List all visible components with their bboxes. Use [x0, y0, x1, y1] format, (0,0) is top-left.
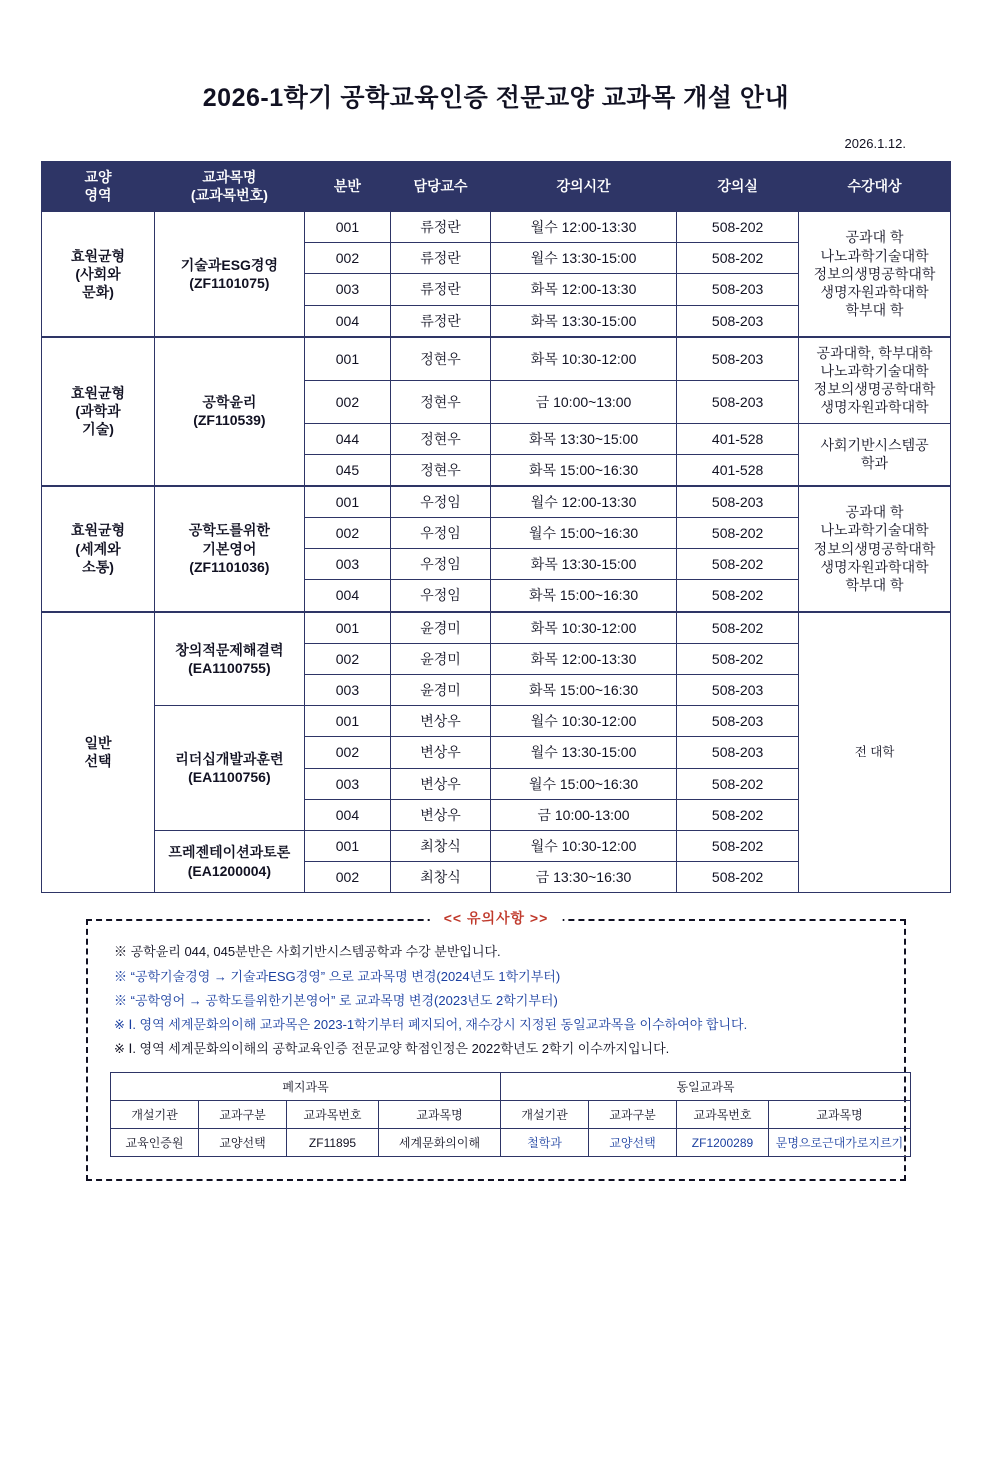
cell-professor: 정현우	[391, 454, 491, 486]
cell-area: 효원균형 (세계와 소통)	[42, 486, 155, 612]
page-title: 2026-1학기 공학교육인증 전문교양 교과목 개설 안내	[202, 84, 790, 112]
header-subject: 교과목명 (교과목번호)	[155, 162, 305, 212]
cell-room: 508-202	[677, 612, 799, 644]
sub-table-cell: 교양선택	[199, 1129, 287, 1157]
cell-room: 508-202	[677, 830, 799, 861]
document-date: 2026.1.12.	[844, 136, 906, 151]
sub-table-header-row	[111, 1101, 911, 1129]
course-table	[41, 161, 951, 893]
sub-table-column-header: 교과목번호	[287, 1101, 379, 1129]
cell-target: 사회기반시스템공 학과	[799, 423, 951, 486]
cell-time: 월수 15:00~16:30	[490, 518, 676, 549]
notice-line: ※ “공학영어 → 공학도를위한기본영어” 로 교과목명 변경(2023년도 2학기부터)	[114, 992, 558, 1008]
sub-table-column-header: 개설기관	[111, 1101, 199, 1129]
cell-room: 508-202	[677, 549, 799, 580]
cell-target: 공과대 학 나노과학기술대학 정보의생명공학대학 생명자원과학대학 학부대 학	[799, 212, 951, 337]
cell-room: 508-202	[677, 518, 799, 549]
header-room: 강의실	[677, 162, 799, 212]
notice-line: ※ 공학윤리 044, 045분반은 사회기반시스템공학과 수강 분반입니다.	[114, 944, 501, 960]
cell-professor: 류정란	[391, 274, 491, 305]
sub-table-cell: 교육인증원	[111, 1129, 199, 1157]
sub-table-cell: 문명으로근대가로지르기	[769, 1129, 911, 1157]
table-row	[42, 612, 951, 644]
cell-target: 전 대학	[799, 612, 951, 893]
cell-time: 화목 13:30-15:00	[490, 549, 676, 580]
cell-professor: 우정임	[391, 486, 491, 518]
cell-time: 화목 10:30-12:00	[490, 612, 676, 644]
cell-class: 003	[304, 274, 390, 305]
cell-professor: 정현우	[391, 380, 491, 423]
cell-class: 002	[304, 862, 390, 893]
cell-professor: 윤경미	[391, 675, 491, 706]
cell-target: 공과대학, 학부대학 나노과학기술대학 정보의생명공학대학 생명자원과학대학	[799, 337, 951, 423]
table-row	[42, 486, 951, 518]
cell-subject: 프레젠테이션과토론 (EA1200004)	[155, 830, 305, 892]
sub-table-column-header: 교과목명	[379, 1101, 501, 1129]
cell-time: 월수 15:00~16:30	[490, 768, 676, 799]
cell-time: 월수 13:30-15:00	[490, 737, 676, 768]
sub-table-column-header: 교과목번호	[677, 1101, 769, 1129]
cell-time: 월수 12:00-13:30	[490, 486, 676, 518]
cell-class: 002	[304, 643, 390, 674]
cell-class: 045	[304, 454, 390, 486]
cell-professor: 윤경미	[391, 612, 491, 644]
sub-table-cell: 철학과	[501, 1129, 589, 1157]
cell-room: 508-202	[677, 243, 799, 274]
header-professor: 담당교수	[391, 162, 491, 212]
cell-room: 508-202	[677, 580, 799, 612]
cell-time: 화목 12:00-13:30	[490, 274, 676, 305]
sub-table-cell: ZF1200289	[677, 1129, 769, 1157]
sub-header-abolished: 폐지과목	[111, 1073, 501, 1101]
cell-room: 508-203	[677, 305, 799, 337]
cell-room: 508-203	[677, 337, 799, 380]
cell-time: 금 10:00~13:00	[490, 380, 676, 423]
cell-professor: 류정란	[391, 243, 491, 274]
cell-room: 508-202	[677, 643, 799, 674]
cell-class: 002	[304, 737, 390, 768]
course-table-body	[42, 212, 951, 893]
header-class: 분반	[304, 162, 390, 212]
cell-time: 월수 12:00-13:30	[490, 212, 676, 243]
cell-room: 508-202	[677, 799, 799, 830]
notice-lines	[110, 943, 882, 1058]
document-page	[0, 78, 992, 1181]
cell-time: 화목 13:30~15:00	[490, 423, 676, 454]
cell-time: 화목 15:00~16:30	[490, 675, 676, 706]
header-time: 강의시간	[490, 162, 676, 212]
cell-subject: 리더십개발과훈련 (EA1100756)	[155, 706, 305, 831]
cell-subject: 공학윤리 (ZF110539)	[155, 337, 305, 486]
cell-room: 508-203	[677, 737, 799, 768]
cell-time: 화목 10:30-12:00	[490, 337, 676, 380]
table-row	[42, 212, 951, 243]
cell-professor: 변상우	[391, 737, 491, 768]
cell-class: 003	[304, 549, 390, 580]
cell-professor: 변상우	[391, 768, 491, 799]
cell-time: 금 10:00-13:00	[490, 799, 676, 830]
cell-area: 효원균형 (과학과 기술)	[42, 337, 155, 486]
cell-professor: 최창식	[391, 862, 491, 893]
cell-time: 화목 13:30-15:00	[490, 305, 676, 337]
cell-class: 004	[304, 305, 390, 337]
cell-class: 002	[304, 380, 390, 423]
cell-room: 508-203	[677, 274, 799, 305]
cell-room: 401-528	[677, 423, 799, 454]
cell-subject: 창의적문제해결력 (EA1100755)	[155, 612, 305, 706]
sub-table-column-header: 교과목명	[769, 1101, 911, 1129]
cell-class: 004	[304, 799, 390, 830]
sub-table-cell: 교양선택	[589, 1129, 677, 1157]
cell-time: 월수 13:30-15:00	[490, 243, 676, 274]
cell-professor: 류정란	[391, 305, 491, 337]
cell-class: 001	[304, 212, 390, 243]
cell-professor: 우정임	[391, 518, 491, 549]
cell-professor: 류정란	[391, 212, 491, 243]
cell-time: 월수 10:30-12:00	[490, 830, 676, 861]
cell-time: 화목 15:00~16:30	[490, 454, 676, 486]
cell-class: 001	[304, 337, 390, 380]
cell-subject: 공학도를위한 기본영어 (ZF1101036)	[155, 486, 305, 612]
cell-class: 003	[304, 675, 390, 706]
notice-legend: << 유의사항 >>	[430, 908, 563, 928]
cell-class: 002	[304, 243, 390, 274]
cell-class: 001	[304, 612, 390, 644]
notice-box	[86, 910, 906, 1181]
sub-table-column-header: 개설기관	[501, 1101, 589, 1129]
cell-professor: 변상우	[391, 706, 491, 737]
cell-professor: 변상우	[391, 799, 491, 830]
cell-room: 508-202	[677, 212, 799, 243]
cell-class: 003	[304, 768, 390, 799]
cell-subject: 기술과ESG경영 (ZF1101075)	[155, 212, 305, 337]
cell-class: 001	[304, 486, 390, 518]
cell-class: 044	[304, 423, 390, 454]
cell-professor: 우정임	[391, 580, 491, 612]
cell-area: 효원균형 (사회와 문화)	[42, 212, 155, 337]
sub-table-column-header: 교과구분	[199, 1101, 287, 1129]
header-area: 교양 영역	[42, 162, 155, 212]
sub-table-column-header: 교과구분	[589, 1101, 677, 1129]
cell-area: 일반 선택	[42, 612, 155, 893]
cell-room: 508-203	[677, 380, 799, 423]
header-target: 수강대상	[799, 162, 951, 212]
cell-target: 공과대 학 나노과학기술대학 정보의생명공학대학 생명자원과학대학 학부대 학	[799, 486, 951, 612]
cell-class: 002	[304, 518, 390, 549]
sub-header-equivalent: 동일교과목	[501, 1073, 911, 1101]
notice-line: ※ Ⅰ. 영역 세계문화의이해의 공학교육인증 전문교양 학점인정은 2022학년도 2학기 이수까지입니다.	[114, 1041, 670, 1057]
notice-line: ※ Ⅰ. 영역 세계문화의이해 교과목은 2023-1학기부터 폐지되어, 재수강시 지정된 동일교과목을 이수하여야 합니다.	[114, 1016, 748, 1032]
sub-table-group-header-row	[111, 1073, 911, 1101]
cell-professor: 정현우	[391, 337, 491, 380]
cell-professor: 우정임	[391, 549, 491, 580]
notice-line: ※ “공학기술경영 → 기술과ESG경영” 으로 교과목명 변경(2024년도 1학기부터)	[114, 968, 561, 984]
cell-class: 004	[304, 580, 390, 612]
cell-room: 508-203	[677, 675, 799, 706]
table-row	[42, 337, 951, 380]
cell-time: 화목 12:00-13:30	[490, 643, 676, 674]
cell-room: 508-203	[677, 706, 799, 737]
cell-professor: 정현우	[391, 423, 491, 454]
cell-room: 508-203	[677, 486, 799, 518]
cell-class: 001	[304, 706, 390, 737]
table-header-row	[42, 162, 951, 212]
cell-room: 401-528	[677, 454, 799, 486]
cell-room: 508-202	[677, 862, 799, 893]
sub-table-cell: ZF11895	[287, 1129, 379, 1157]
cell-professor: 윤경미	[391, 643, 491, 674]
cell-class: 001	[304, 830, 390, 861]
cell-time: 월수 10:30-12:00	[490, 706, 676, 737]
cell-time: 화목 15:00~16:30	[490, 580, 676, 612]
cell-room: 508-202	[677, 768, 799, 799]
replacement-course-table	[110, 1072, 911, 1157]
sub-table-cell: 세계문화의이해	[379, 1129, 501, 1157]
sub-table-row	[111, 1129, 911, 1157]
cell-time: 금 13:30~16:30	[490, 862, 676, 893]
cell-professor: 최창식	[391, 830, 491, 861]
